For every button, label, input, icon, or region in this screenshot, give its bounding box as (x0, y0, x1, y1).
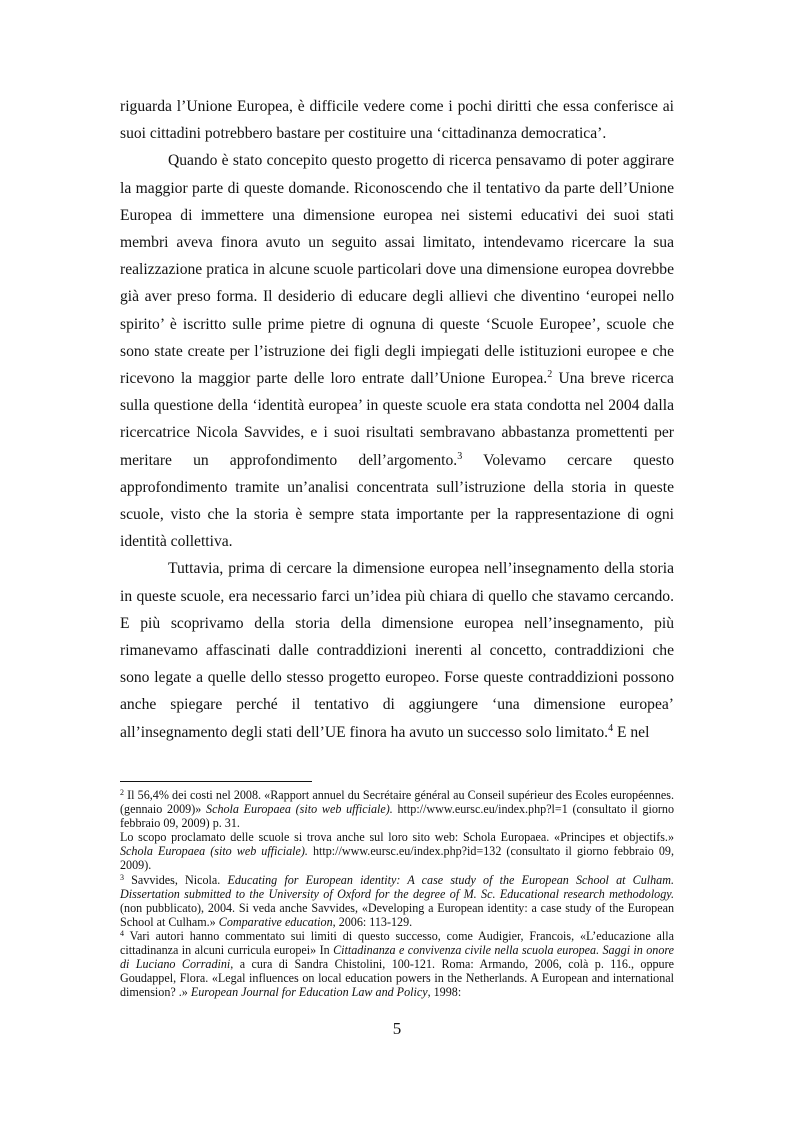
footnote-3-text-b: (non pubblicato), 2004. Si veda anche Savvides, «Developing a European identity: a case study of the European School at Culham.» (120, 900, 674, 929)
footnote-2 (120, 788, 674, 830)
paragraph-3-text-b: E nel (613, 723, 650, 741)
footnote-4-text-b: , a cura di Sandra Chistolini, 100-121. Roma: Armando, 2006, colà p. 116., oppure Goudappel, Flora. «Legal influences on local education powers in the Netherlands. A European and international dimension? .» (120, 957, 675, 1000)
paragraph-3 (120, 555, 674, 745)
footnote-ref-3[interactable]: 3 (457, 450, 463, 462)
footnote-2-text-c: Lo scopo proclamato delle scuole si trova anche sul loro sito web: Schola Europaea. «Principes et objectifs.» (120, 830, 674, 845)
footnote-3-italic-b: Comparative education (218, 914, 333, 929)
footnote-2-text-b: http://www.eursc.eu/index.php?l=1 (consultato il giorno febbraio 09, 2009) p. 31. (120, 802, 675, 831)
body-text (120, 93, 674, 746)
paragraph-1-text: riguarda l’Unione Europea, è difficile vedere come i pochi diritti che essa conferisce ai suoi cittadini potrebbero bastare per costituire una ‘cittadinanza democratica’. (120, 98, 674, 143)
paragraph-2-text-c: Volevamo cercare questo approfondimento tramite un’analisi concentrata sull’istruzione della storia in queste scuole, visto che la storia è sempre stata importante per la rappresentazione di ogni identità collettiva. (120, 451, 674, 551)
page-number: 5 (392, 1019, 402, 1038)
footnote-3-text-c: , 2006: 113-129. (332, 914, 413, 929)
footnote-3-text-a: Savvides, Nicola. (124, 872, 228, 887)
paragraph-1 (120, 93, 674, 147)
footnote-ref-2[interactable]: 2 (547, 369, 553, 381)
footnote-4-italic-b: European Journal for Education Law and Policy (190, 985, 428, 1000)
footnote-4 (120, 929, 674, 999)
footnote-2-text-d: http://www.eursc.eu/index.php?id=132 (consultato il giorno febbraio 09, 2009). (120, 844, 674, 873)
footnote-4-text-c: , 1998: (427, 985, 462, 1000)
footnote-4-number: 4 (120, 928, 124, 938)
footnote-2-continued (120, 830, 674, 872)
footnotes (120, 788, 674, 999)
footnote-3-italic-a: Educating for European identity: A case study of the European School at Culham. Dissertation submitted to the University of Oxford for the degree of M. Sc. Educational research methodology. (120, 872, 674, 901)
footnote-ref-4[interactable]: 4 (608, 722, 614, 734)
footnote-2-italic-a: Schola Europaea (sito web ufficiale). (206, 802, 393, 817)
footnote-4-italic-a: Cittadinanza e convivenza civile nella scuola europea. Saggi in onore di Luciano Corradini (120, 943, 674, 972)
paragraph-2-text-a: Quando è stato concepito questo progetto di ricerca pensavamo di poter aggirare la maggior parte di queste domande. Riconoscendo che il tentativo da parte dell’Unione Europea di immettere una dimensione europea nei sistemi educativi dei suoi stati membri aveva finora avuto un seguito assai limitato, intendevamo ricercare la sua realizzazione pratica in alcune scuole particolari dove una dimensione europea dovrebbe già aver preso forma. Il desiderio di educare degli allievi che diventino ‘europei nello spirito’ è iscritto sulle prime pietre di ognuna di queste ‘Scuole Europee’, scuole che sono state create per l’istruzione dei figli degli impiegati delle istituzioni europee e che ricevono la maggior parte delle loro entrate dall’Unione Europea. (120, 152, 674, 388)
footnote-2-text-a: Il 56,4% dei costi nel 2008. «Rapport annuel du Secrétaire général au Conseil supérieur des Ecoles européennes. (gennaio 2009)» (120, 788, 674, 817)
footnote-2-italic-c: Schola Europaea (sito web ufficiale). (120, 844, 308, 859)
footnote-3 (120, 873, 674, 929)
paragraph-3-text-a: Tuttavia, prima di cercare la dimensione europea nell’insegnamento della storia in queste scuole, era necessario farci un’idea più chiara di quello che stavamo cercando. E più scoprivamo della storia della dimensione europea nell’insegnamento, più rimanevamo affascinati dalle contraddizioni inerenti al concetto, contraddizioni che sono legate a quelle dello stesso progetto europeo. Forse queste contraddizioni possono anche spiegare perché il tentativo di aggiungere ‘una dimensione europea’ all’insegnamento degli stati dell’UE finora ha avuto un successo solo limitato. (120, 560, 674, 741)
paragraph-2 (120, 147, 674, 555)
footnote-2-number: 2 (120, 788, 124, 797)
footnote-4-text-a: Vari autori hanno commentato sui limiti di questo successo, come Audigier, Francois, «L’educazione alla cittadinanza in alcuni curricula europei» In (120, 928, 674, 958)
footnote-separator (120, 781, 312, 782)
footnote-3-number: 3 (120, 872, 124, 882)
paragraph-2-text-b: Una breve ricerca sulla questione della ‘identità europea’ in queste scuole era stata condotta nel 2004 dalla ricercatrice Nicola Savvides, e i suoi risultati sembravano abbastanza promettenti per meritare un approfondimento dell’argomento. (120, 370, 674, 469)
